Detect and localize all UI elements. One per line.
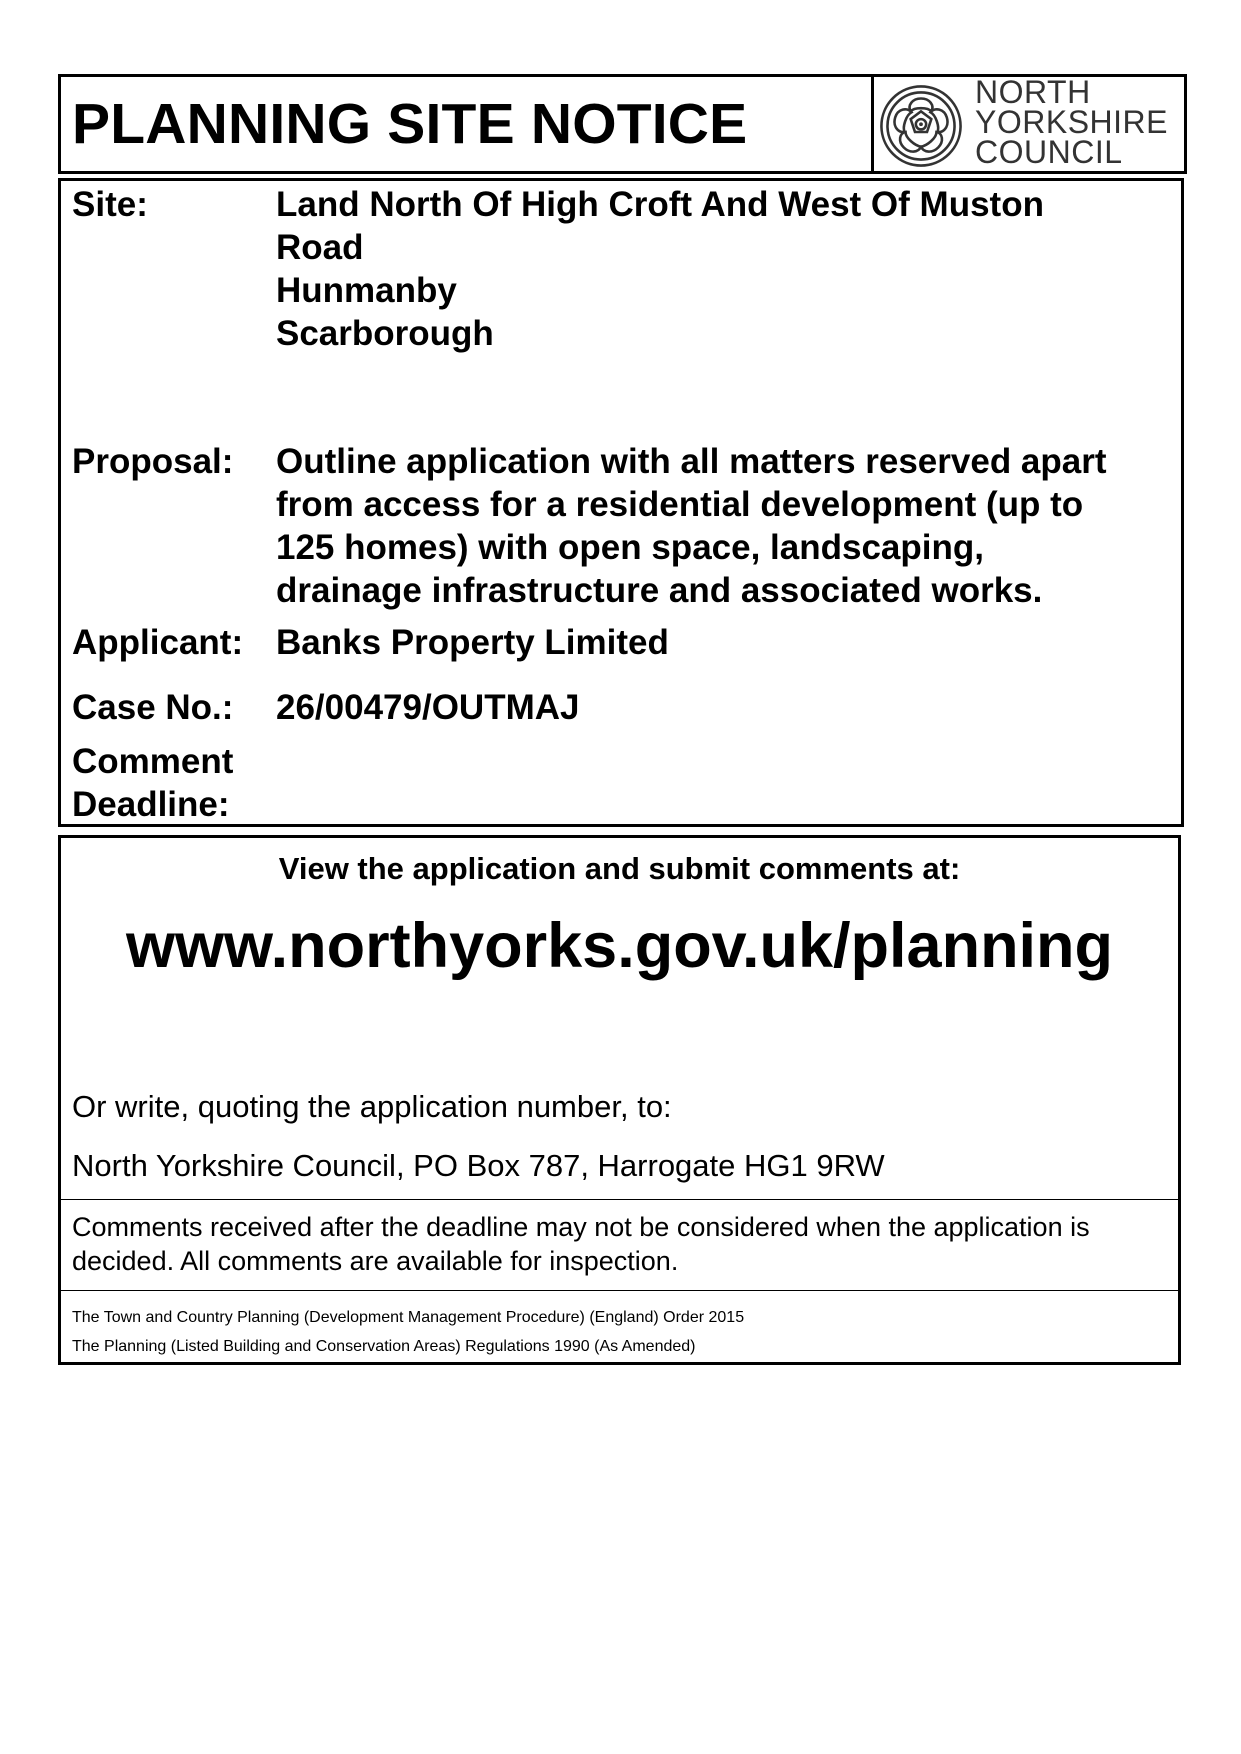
case-number-value [276, 686, 579, 729]
site-line: Road [276, 228, 364, 267]
case-number-label: Case No.: [72, 688, 234, 727]
applicant-value [276, 621, 669, 664]
council-logo-text [975, 74, 1168, 170]
proposal-label: Proposal: [72, 442, 234, 481]
postal-address: North Yorkshire Council, PO Box 787, Harrogate HG1 9RW [72, 1148, 885, 1183]
deadline-notice-line: Comments received after the deadline may not be considered when the application is [72, 1212, 1090, 1242]
divider [61, 1290, 1178, 1291]
deadline-label-line: Deadline: [72, 785, 230, 824]
comment-deadline-label [72, 740, 233, 826]
deadline-notice [72, 1210, 1090, 1278]
application-details [58, 178, 1184, 827]
notice-header [58, 74, 1184, 174]
deadline-label-line: Comment [72, 742, 234, 781]
yorkshire-rose-icon [878, 83, 964, 169]
proposal-line: drainage infrastructure and associated works. [276, 571, 1043, 610]
write-instruction: Or write, quoting the application number, to: [72, 1089, 672, 1124]
site-value [276, 183, 1044, 355]
legal-reference: The Town and Country Planning (Development Management Procedure) (England) Order 2015 [72, 1309, 745, 1326]
council-logo [871, 74, 1187, 174]
view-application-heading: View the application and submit comments at: [278, 851, 961, 886]
site-line: Land North Of High Croft And West Of Muston [276, 185, 1044, 224]
proposal-value [276, 440, 1107, 612]
proposal-line: Outline application with all matters reserved apart [276, 442, 1107, 481]
applicant-label: Applicant: [72, 623, 244, 662]
comments-section [58, 835, 1181, 1365]
site-line: Scarborough [276, 314, 494, 353]
applicant-name: Banks Property Limited [276, 623, 669, 662]
planning-website-link[interactable]: www.northyorks.gov.uk/planning [125, 911, 1114, 981]
logo-line-north: NORTH [975, 74, 1091, 110]
proposal-line: 125 homes) with open space, landscaping, [276, 528, 984, 567]
deadline-notice-line: decided. All comments are available for inspection. [72, 1246, 679, 1276]
site-label: Site: [72, 185, 148, 224]
divider [61, 1199, 1178, 1200]
page-title: PLANNING SITE NOTICE [72, 92, 748, 156]
case-number: 26/00479/OUTMAJ [276, 688, 580, 727]
logo-line-council: COUNCIL [975, 134, 1123, 170]
legal-reference: The Planning (Listed Building and Conservation Areas) Regulations 1990 (As Amended) [72, 1338, 696, 1355]
logo-line-yorkshire: YORKSHIRE [975, 104, 1168, 140]
proposal-line: from access for a residential development (up to [276, 485, 1084, 524]
site-line: Hunmanby [276, 271, 457, 310]
